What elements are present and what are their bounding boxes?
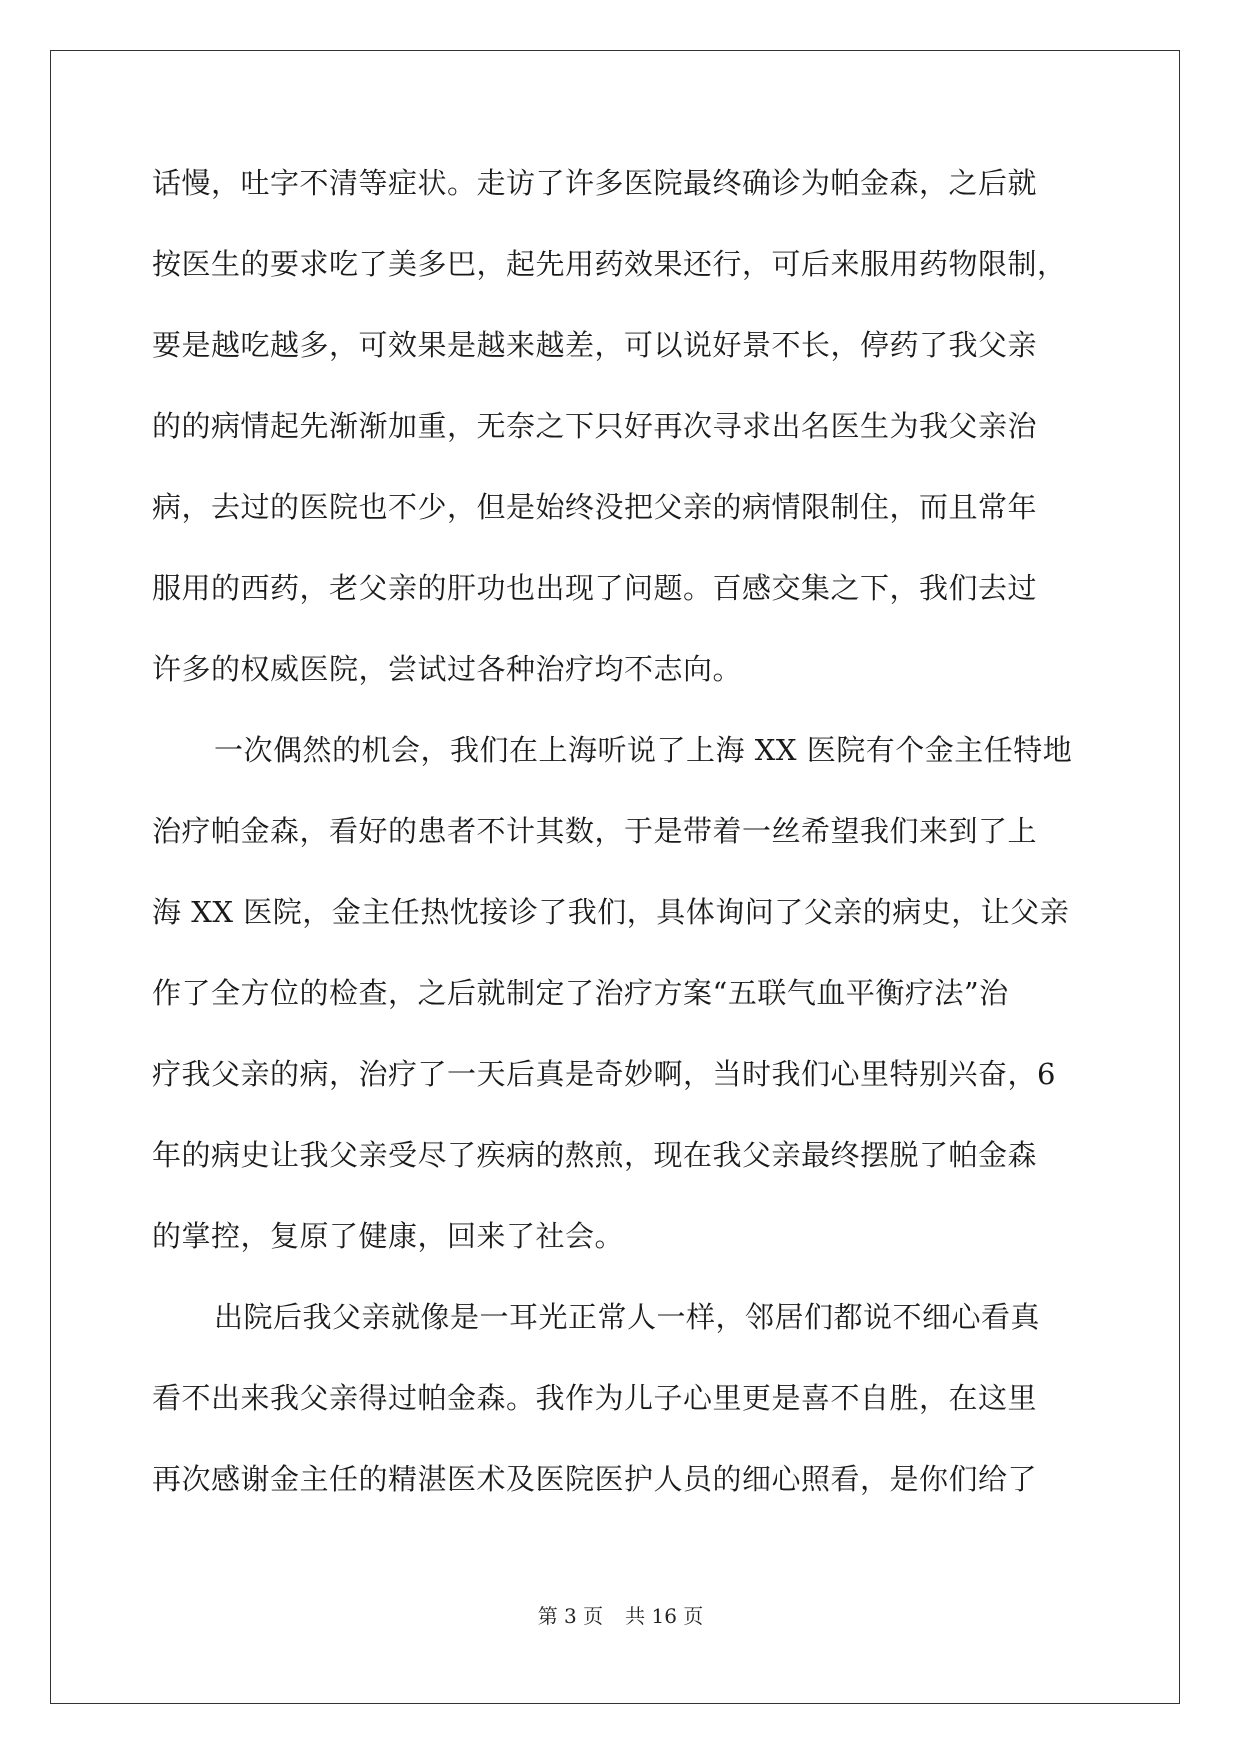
- text-line: 疗我父亲的病，治疗了一天后真是奇妙啊，当时我们心里特别兴奋，6: [152, 1057, 1056, 1091]
- text-line: 看不出来我父亲得过帕金森。我作为儿子心里更是喜不自胜，在这里: [152, 1381, 1038, 1415]
- text-line: 服用的西药，老父亲的肝功也出现了问题。百感交集之下，我们去过: [152, 571, 1038, 605]
- text-line: 再次感谢金主任的精湛医术及医院医护人员的细心照看，是你们给了: [152, 1462, 1038, 1496]
- page-footer: [0, 1600, 1241, 1629]
- text-line: 话慢，吐字不清等症状。走访了许多医院最终确诊为帕金森，之后就: [152, 166, 1038, 200]
- text-line: 年的病史让我父亲受尽了疾病的熬煎，现在我父亲最终摆脱了帕金森: [152, 1138, 1038, 1172]
- paragraph-first-line: 出院后我父亲就像是一耳光正常人一样，邻居们都说不细心看真: [214, 1300, 1041, 1334]
- paragraph-first-line: 一次偶然的机会，我们在上海听说了上海 XX 医院有个金主任特地: [214, 733, 1073, 767]
- text-line: 海 XX 医院，金主任热忱接诊了我们，具体询问了父亲的病史，让父亲: [152, 895, 1070, 929]
- text-line: 作了全方位的检查，之后就制定了治疗方案“五联气血平衡疗法”治: [152, 976, 1009, 1010]
- text-line: 的的病情起先渐渐加重，无奈之下只好再次寻求出名医生为我父亲治: [152, 409, 1038, 443]
- page-total: 共 16 页: [625, 1604, 704, 1628]
- page-number: 第 3 页: [537, 1604, 604, 1628]
- document-body: [152, 163, 1087, 1540]
- text-line: 许多的权威医院，尝试过各种治疗均不志向。: [152, 652, 743, 686]
- text-line: 病，去过的医院也不少，但是始终没把父亲的病情限制住，而且常年: [152, 490, 1038, 524]
- text-line: 治疗帕金森，看好的患者不计其数，于是带着一丝希望我们来到了上: [152, 814, 1038, 848]
- text-line: 按医生的要求吃了美多巴，起先用药效果还行，可后来服用药物限制，: [152, 247, 1067, 281]
- text-line: 的掌控，复原了健康，回来了社会。: [152, 1219, 625, 1253]
- text-line: 要是越吃越多，可效果是越来越差，可以说好景不长，停药了我父亲: [152, 328, 1038, 362]
